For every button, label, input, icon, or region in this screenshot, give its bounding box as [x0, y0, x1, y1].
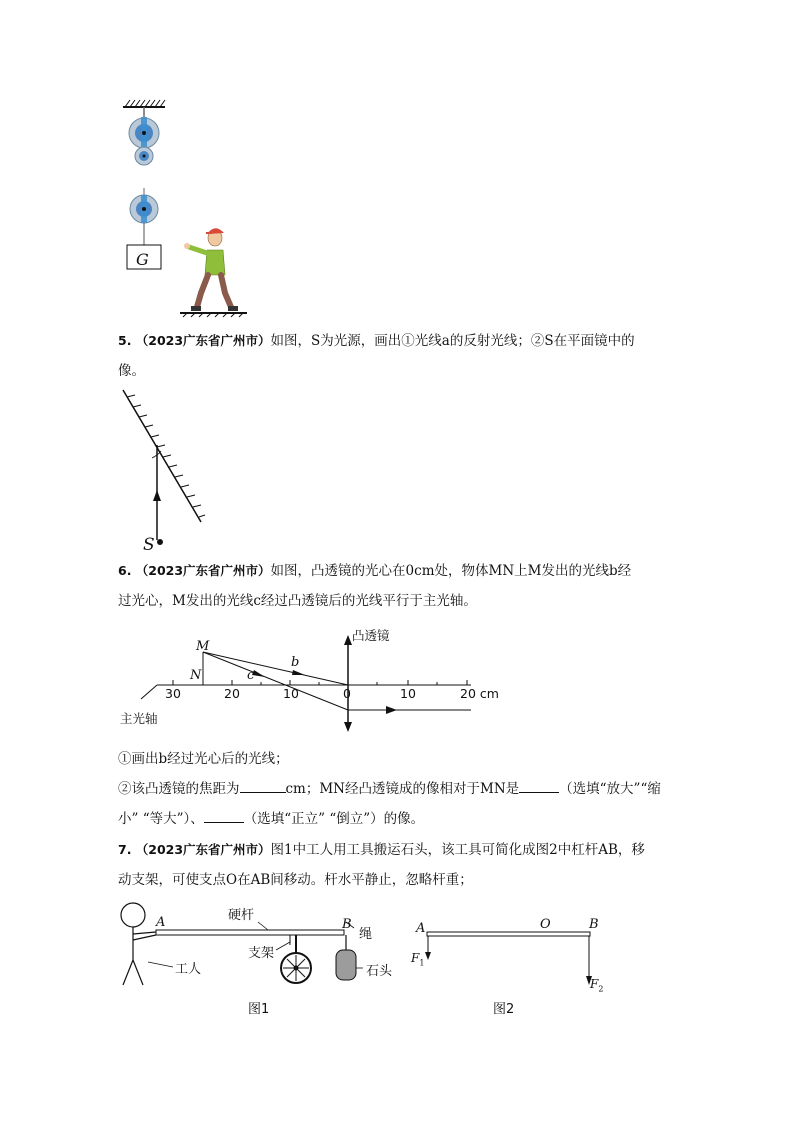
pulley-figure	[115, 95, 255, 325]
part-2-line2: 小” “等大”）、 （选填“正立” “倒立”）的像。	[118, 804, 678, 834]
question-source: （2023广东省广州市）	[135, 333, 271, 348]
tick-label: 10	[400, 686, 416, 701]
answer-blank-size[interactable]	[519, 778, 559, 793]
axis-label: 主光轴	[120, 711, 158, 726]
worker-figure	[184, 228, 238, 311]
question-source: （2023广东省广州市）	[135, 842, 271, 857]
question-number: 7.	[118, 842, 132, 857]
question-number: 5.	[118, 333, 132, 348]
tick-label: 20 cm	[460, 686, 499, 701]
part-1: ①画出b经过光心后的光线；	[118, 751, 289, 767]
force-f2-label: $F_2$	[590, 977, 604, 994]
part-2-line1: ②该凸透镜的焦距为 cm；MN经凸透镜成的像相对于MN是 （选填“放大”“缩	[118, 774, 678, 804]
question-6-text	[118, 556, 678, 616]
ray-b-label: b	[291, 655, 300, 670]
force-f1-label: $F_1$	[411, 951, 425, 968]
ray-c-label: c	[247, 668, 255, 683]
lens-label: 凸透镜	[352, 628, 390, 643]
point-m-label: M	[196, 639, 210, 654]
question-5-text	[118, 326, 678, 386]
question-source: （2023广东省广州市）	[135, 563, 271, 578]
light-source-label: S	[143, 535, 155, 555]
tick-label: 20	[224, 686, 240, 701]
question-number: 6.	[118, 563, 132, 578]
stand-label: 支架	[248, 946, 275, 961]
mirror-figure	[115, 385, 225, 555]
fig2-point-o: O	[540, 917, 551, 932]
tick-label: 10	[283, 686, 299, 701]
lens-figure	[115, 625, 505, 740]
fig1-point-b: B	[342, 917, 352, 932]
fig2-point-b: B	[589, 917, 599, 932]
tick-label: 0	[343, 686, 351, 701]
fig1-point-a: A	[156, 915, 166, 930]
tick-label: 30	[165, 686, 181, 701]
question-stem-line1: 如图，S为光源，画出①光线a的反射光线；②S在平面镜中的	[270, 333, 635, 349]
answer-blank-focal-length[interactable]	[240, 778, 286, 793]
question-stem-line1: 图1中工人用工具搬运石头，该工具可简化成图2中杠杆AB，移	[270, 842, 645, 858]
worker-label: 工人	[175, 962, 202, 977]
lever-figure-2	[415, 920, 615, 1000]
weight-label: G	[136, 250, 149, 269]
point-n-label: N	[190, 668, 202, 683]
rope-label: 绳	[359, 927, 373, 942]
question-stem-line1: 如图，凸透镜的光心在0cm处，物体MN上M发出的光线b经	[270, 563, 632, 579]
stone-label: 石头	[366, 964, 393, 979]
fig2-caption: 图2	[493, 1002, 515, 1017]
question-stem-line2: 动支架，可使支点O在AB间移动。杆水平静止，忽略杆重；	[118, 872, 473, 888]
rod-label: 硬杆	[228, 908, 255, 923]
fig2-point-a: A	[416, 921, 426, 936]
answer-blank-orientation[interactable]	[204, 808, 244, 823]
question-stem-line2: 像。	[118, 363, 145, 379]
question-6-parts	[118, 744, 678, 834]
fig1-caption: 图1	[248, 1002, 270, 1017]
question-7-text	[118, 835, 678, 895]
question-stem-line2: 过光心，M发出的光线c经过凸透镜后的光线平行于主光轴。	[118, 593, 477, 609]
